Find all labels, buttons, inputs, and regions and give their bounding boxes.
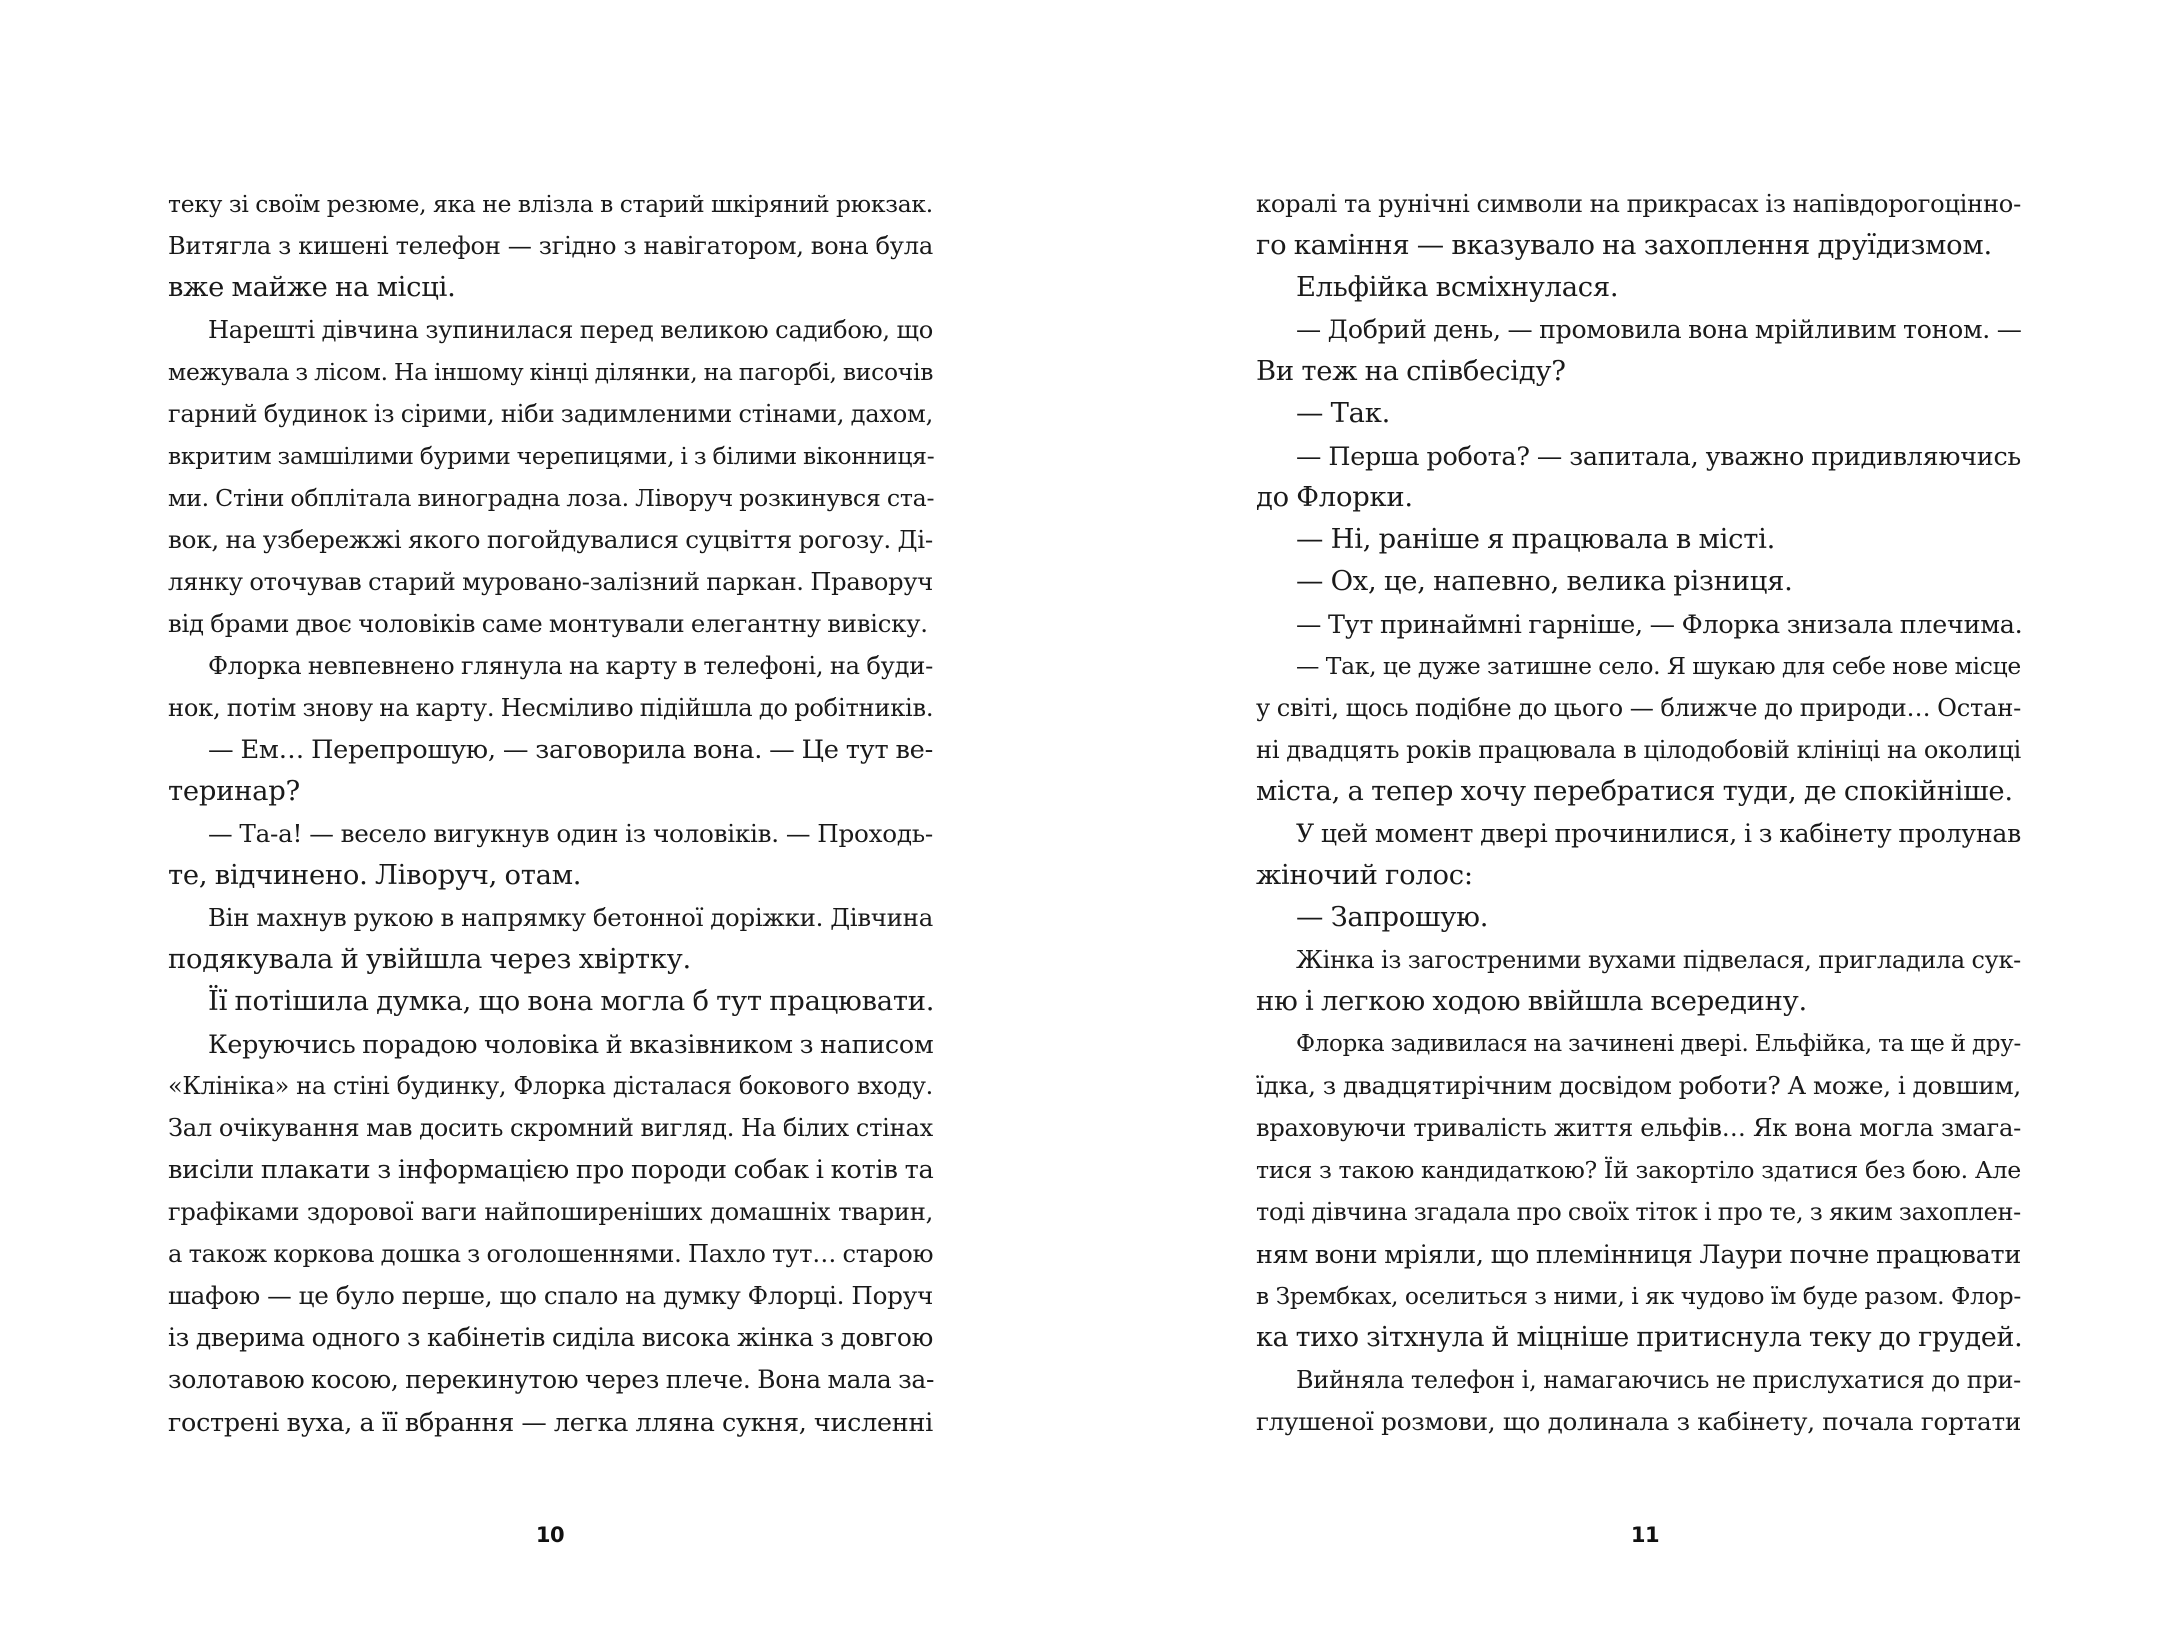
text-line: жіночий голос: [1256,860,1473,891]
text-line: — Ем… Перепрошую, — заговорила вона. — Це тут ве- [208,735,933,765]
text-line: глушеної розмови, що долинала з кабінету, почала гортати [1256,1407,2021,1436]
left-page-text [168,183,933,1443]
text-line: коралі та рунічні символи на прикрасах із напівдорогоцінно- [1256,190,2021,218]
text-line: ми. Стіни обплітала виноградна лоза. Ліворуч розкинувся ста- [168,484,935,512]
text-line: міста, а тепер хочу перебратися туди, де спокійніше. [1256,776,2013,807]
text-line: лянку оточував старий муровано-залізний паркан. Праворуч [168,568,933,596]
text-line: межувала з лісом. На іншому кінці ділянки, на пагорбі, височів [168,358,934,386]
text-line: тися з такою кандидаткою? Їй закортіло здатися без бою. Але [1256,1156,2021,1184]
text-line: — Ох, це, напевно, велика різниця. [1296,566,1793,597]
text-line: графіками здорової ваги найпоширеніших домашніх тварин, [168,1198,933,1226]
text-line: теринар? [168,776,300,807]
text-line: вже майже на місці. [168,272,456,303]
text-line: — Так, це дуже затишне село. Я шукаю для себе нове місце [1296,652,2021,680]
text-line: Нарешті дівчина зупинилася перед великою садибою, що [208,316,933,344]
text-line: Керуючись порадою чоловіка й вказівником з написом [208,1029,934,1059]
text-line: — Запрошую. [1296,902,1489,933]
text-line: від брами двоє чоловіків саме монтували елегантну вивіску. [168,609,928,638]
text-line: гарний будинок із сірими, ніби задимленими стінами, дахом, [168,400,933,428]
text-line: ням вони мріяли, що племінниця Лаури почне працювати [1256,1239,2021,1269]
text-line: гострені вуха, а її вбрання — легка лляна сукня, численні [168,1407,933,1437]
text-line: те, відчинено. Ліворуч, отам. [168,860,582,891]
text-line: Флорка невпевнено глянула на карту в телефоні, на буди- [208,652,933,680]
text-line: а також коркова дошка з оголошеннями. Пахло тут… старою [168,1240,934,1268]
text-line: Її потішила думка, що вона могла б тут працювати. [208,986,935,1017]
text-line: «Клініка» на стіні будинку, Флорка дісталася бокового входу. [168,1072,933,1100]
text-line: — Добрий день, — промовила вона мрійливим тоном. — [1296,315,2022,344]
text-line: Вийняла телефон і, намагаючись не прислухатися до при- [1296,1366,2021,1394]
text-line: вкритим замшілими бурими черепицями, і з білими віконниця- [168,442,935,470]
text-line: Витягла з кишені телефон — згідно з навігатором, вона була [168,232,933,260]
text-line: — Тут принаймні гарніше, — Флорка знизала плечима. [1296,609,2023,639]
text-line: тоді дівчина згадала про своїх тіток і про те, з яким захоплен- [1256,1198,2021,1226]
text-line: шафою — це було перше, що спало на думку Флорці. Поруч [168,1281,933,1310]
text-line: Він махнув рукою в напрямку бетонної доріжки. Дівчина [208,903,933,932]
text-line: — Так. [1296,398,1391,429]
text-line: ню і легкою ходою ввійшла всередину. [1256,986,1807,1017]
text-line: їдка, з двадцятирічним досвідом роботи? А може, і довшим, [1256,1071,2021,1100]
text-line: Ви теж на співбесіду? [1256,356,1566,387]
text-line: теку зі своїм резюме, яка не влізла в старий шкіряний рюкзак. [168,190,933,218]
text-line: — Перша робота? — запитала, уважно придивляючись [1296,441,2021,471]
text-line: нок, потім знову на карту. Несміливо підійшла до робітників. [168,694,934,722]
text-line: го каміння — вказувало на захоплення друїдизмом. [1256,230,1992,261]
text-line: у світі, щось подібне до цього — ближче до природи… Остан- [1256,694,2021,722]
text-line: У цей момент двері прочинилися, і з кабінету пролунав [1296,819,2021,848]
left-page [0,0,1086,1646]
text-line: в Зрембках, оселиться з ними, і як чудово їм буде разом. Флор- [1256,1282,2021,1310]
text-line: — Ні, раніше я працювала в місті. [1296,524,1776,555]
text-line: Зал очікування мав досить скромний вигляд. На білих стінах [168,1114,933,1142]
text-line: подякувала й увійшла через хвіртку. [168,944,691,975]
text-line: Жінка із загостреними вухами підвелася, пригладила сук- [1296,946,2021,974]
text-line: ні двадцять років працювала в цілодобовій клініці на околиці [1256,736,2021,764]
text-line: вок, на узбережжі якого погойдувалися суцвіття рогозу. Ді- [168,525,933,554]
text-line: Флорка задивилася на зачинені двері. Ельфійка, та ще й дру- [1296,1031,2021,1057]
text-line: ка тихо зітхнула й міцніше притиснула теку до грудей. [1256,1322,2023,1353]
text-line: із дверима одного з кабінетів сиділа висока жінка з довгою [168,1323,933,1352]
text-line: висіли плакати з інформацією про породи собак і котів та [168,1155,934,1185]
text-line: враховуючи тривалість життя ельфів… Як вона могла змага- [1256,1114,2021,1142]
text-line: Ельфійка всміхнулася. [1296,272,1619,303]
right-page [1087,0,2173,1646]
text-line: — Та-а! — весело вигукнув один із чоловіків. — Проходь- [208,819,933,848]
right-page-text [1256,183,2021,1443]
page-number: 11 [1630,1523,1660,1547]
page-number: 10 [535,1523,565,1547]
text-line: золотавою косою, перекинутою через плече. Вона мала за- [168,1365,935,1394]
text-line: до Флорки. [1256,482,1413,513]
